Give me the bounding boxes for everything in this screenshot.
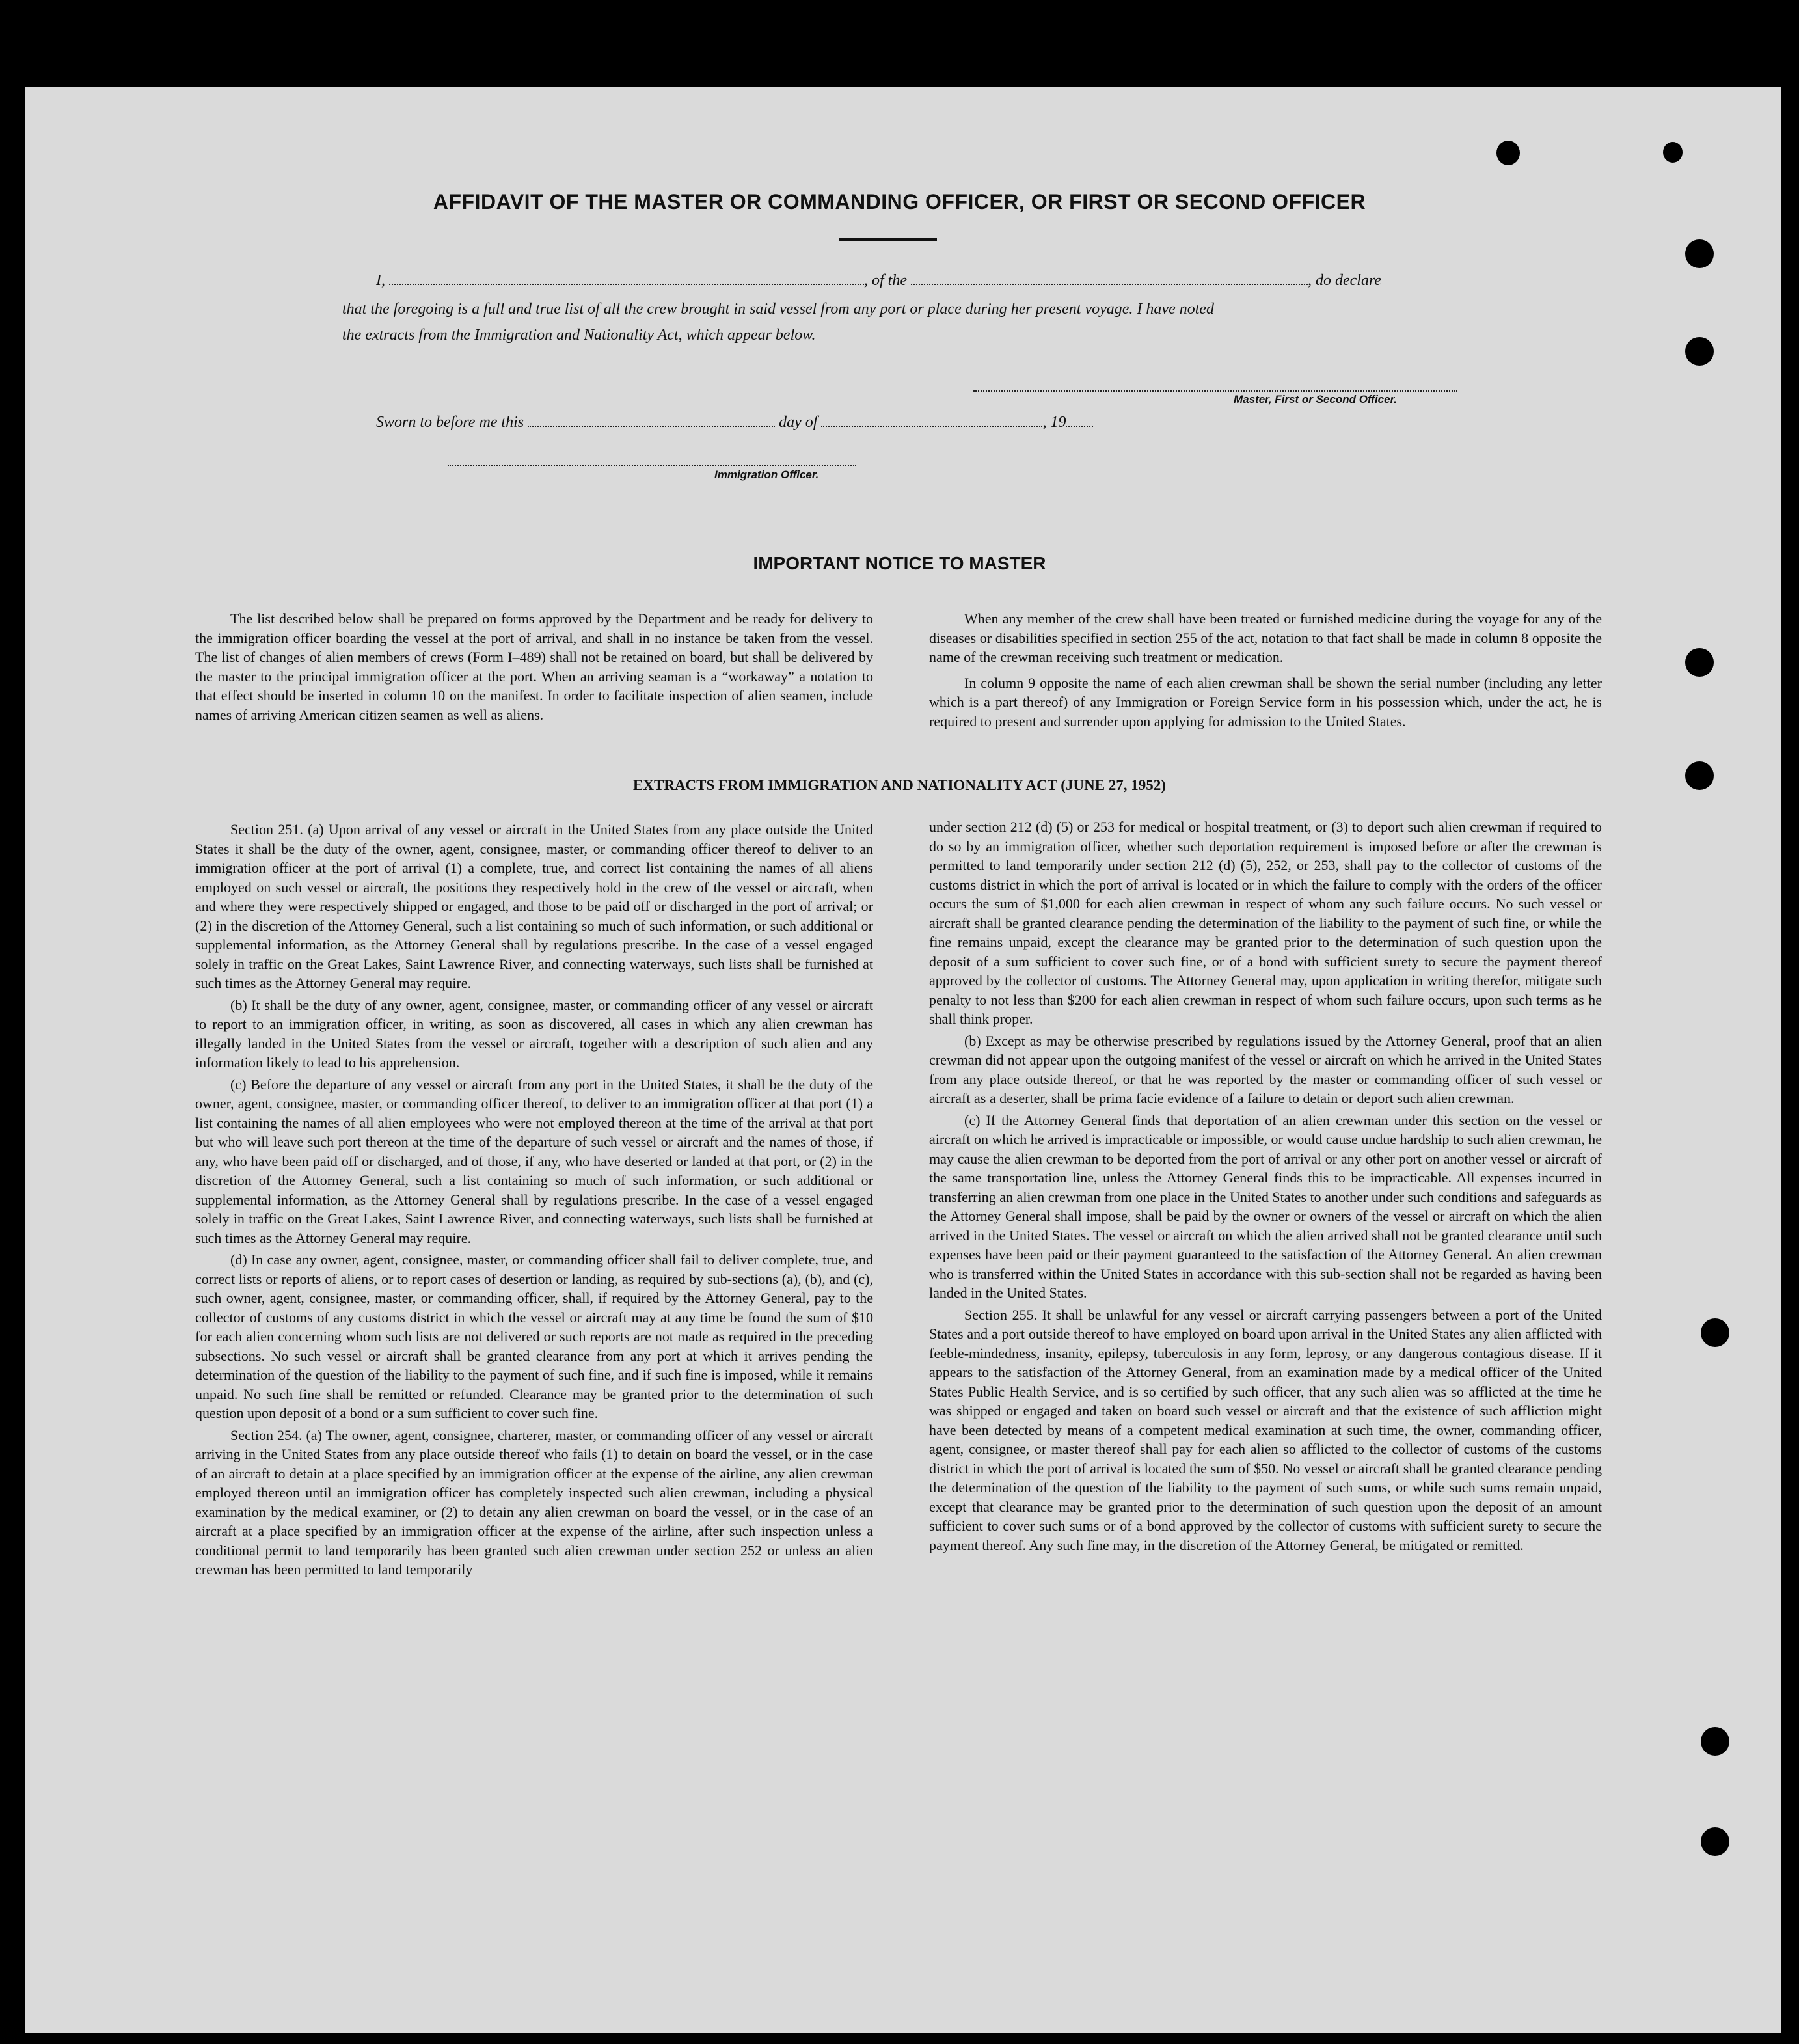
affidavit-title: AFFIDAVIT OF THE MASTER OR COMMANDING OFFICER, OR FIRST OR SECOND OFFICER: [433, 190, 1366, 213]
section-paragraph: (b) Except as may be otherwise prescribed by regulations issued by the Attorney General, proof that an alien crewman did not appear upon the outgoing manifest of the vessel or aircraft on which he arrived in the United States from any place outside thereof, or that he was reported by the master or commanding officer of such vessel or aircraft as a deserter, shall be prima facie evidence of a failure to detain or deport such alien crewman.: [929, 1032, 1602, 1106]
section-paragraph: (b) It shall be the duty of any owner, agent, consignee, master, or commanding officer of any vessel or aircraft to report to an immigration officer, in writing, as soon as discovered, all cases in which any alien crewman has illegally landed in the United States from the vessel or aircraft, together with a description of such alien and any information likely to lead to his apprehension.: [195, 996, 873, 1070]
sworn-year-field[interactable]: [1066, 424, 1093, 427]
title-rule: [839, 238, 937, 241]
section-paragraph: (d) In case any owner, agent, consignee, master, or commanding officer shall fail to deliver complete, true, and correct lists or reports of aliens, or to report cases of desertion or landing, as required by sub-sections (a), (b), and (c), such owner, agent, consignee, master, or commanding officer, shall, if required by the Attorney General, pay to the collector of customs of any customs district in which the vessel or aircraft may at any time be found the sum of $10 for each alien concerning whom such lists are not delivered or such reports are not made as required in the preceding subsections. No such vessel or aircraft shall be granted clearance from any port at which it arrives pending the determination of the question of the liability to the payment of such fine, and if such fine is imposed, while it remains unpaid. No such fine shall be remitted or refunded. Clearance may be granted prior to the determination of such question upon deposit of a bond or a sum sufficient to cover such fine.: [195, 1251, 873, 1421]
vessel-name-field[interactable]: [911, 282, 1308, 285]
year-label: , 19: [1042, 414, 1066, 431]
extracts-right-column: [929, 817, 1602, 1555]
notice-paragraph: When any member of the crew shall have been treated or furnished medicine during the voyage for any of the diseases or disabilities specified in section 255 of the act, notation to that fact shall be made in column 8 opposite the name of the crewman receiving such treatment or medication.: [929, 610, 1602, 665]
affidavit-line-1: [376, 272, 1450, 290]
sworn-day-field[interactable]: [528, 424, 775, 427]
immigration-officer-label: Immigration Officer.: [714, 469, 819, 481]
punch-hole: [1701, 1727, 1729, 1756]
notice-left-column: [195, 609, 873, 724]
section-paragraph: (c) If the Attorney General finds that deportation of an alien crewman under this section on the vessel or aircraft on which he arrived is impracticable or impossible, or would cause undue hardship to such alien crewman, he may cause the alien crewman to be deported from the port of arrival or any other port on another vessel or aircraft of the same transportation line, unless the Attorney General finds this to be impracticable. All expenses incurred in transferring an alien crewman from one place in the United States to another under such conditions and safeguards as the Attorney General shall impose, shall be paid by the owner or owners of the vessel or aircraft on which the alien arrived in the United States. The vessel or aircraft on which the alien arrived shall not be granted clearance until such expenses have been paid or their payment guaranteed to the satisfaction of the Attorney General. An alien crewman who is transferred within the United States in accordance with this sub-section shall not be regarded as having been landed in the United States.: [929, 1111, 1602, 1301]
notice-title: IMPORTANT NOTICE TO MASTER: [753, 553, 1046, 573]
notice-paragraph: The list described below shall be prepared on forms approved by the Department and be ready for delivery to the immigration officer boarding the vessel at the port of arrival, and shall in no instance be taken from the vessel. The list of changes of alien members of crews (Form I–489) shall not be retained on board, but shall be delivered by the master to the principal immigration officer at the port. When an arriving seaman is a “workaway” a notation to that effect should be inserted in column 10 on the manifest. In order to facilitate inspection of alien seamen, include names of arriving American citizen seamen as well as aliens.: [195, 610, 873, 723]
section-paragraph: Section 255. It shall be unlawful for any vessel or aircraft carrying passengers between a port of the United States and a port outside thereof to have employed on board upon arrival in the United States any alien afflicted with feeble-mindedness, insanity, epilepsy, tuberculosis in any form, leprosy, or any dangerous contagious disease. If it appears to the satisfaction of the Attorney General, from an examination made by a medical officer of the United States Public Health Service, and is so certified by such officer, that any such alien was so afflicted at the time he was shipped or engaged and taken on board such vessel or aircraft and that the existence of such affliction might have been detected by means of a competent medical examination at such time, the owner, commanding officer, agent, consignee, or master thereof shall pay for each alien so afflicted to the collector of customs of the customs district in which the port of arrival is located the sum of $50. No vessel or aircraft shall be granted clearance pending the determination of the question of the liability to the payment of such sums, or while such sums remain unpaid, except that clearance may be granted prior to the determination of such question upon the deposit of an amount sufficient to cover such sums or of a bond approved by the collector of customs with sufficient surety to secure the payment thereof. Any such fine may, in the discretion of the Attorney General, be mitigated or remitted.: [929, 1306, 1602, 1553]
punch-hole: [1685, 337, 1714, 366]
master-signature-field[interactable]: [973, 389, 1457, 392]
notice-right-column: [929, 609, 1602, 731]
section-paragraph: Section 251. (a) Upon arrival of any vessel or aircraft in the United States from any place outside the United States it shall be the duty of the owner, agent, consignee, master, or commanding officer thereof to deliver to an immigration officer at the port of arrival (1) a complete, true, and correct list containing the names of all aliens employed on such vessel or aircraft, the positions they respectively hold in the crew of the vessel or aircraft, when and where they were respectively shipped or engaged, and those to be paid off or discharged in the port of arrival; or (2) in the discretion of the Attorney General, such a list containing so much of such information, or such additional or supplemental information, as the Attorney General shall by regulations prescribe. In the case of a vessel engaged solely in traffic on the Great Lakes, Saint Lawrence River, and connecting waterways, such lists shall be furnished at such times as the Attorney General may require.: [195, 821, 873, 991]
affidavit-of-the-label: , of the: [864, 272, 907, 289]
punch-hole: [1701, 1318, 1729, 1347]
extracts-left-column: [195, 820, 873, 1579]
immigration-officer-signature-field[interactable]: [448, 463, 856, 466]
punch-hole: [1685, 239, 1714, 268]
master-signature-label: Master, First or Second Officer.: [1234, 393, 1397, 405]
punch-hole-top-left: [1496, 141, 1520, 165]
affidavit-declare-label: , do declare: [1308, 272, 1382, 289]
notice-paragraph: In column 9 opposite the name of each alien crewman shall be shown the serial number (including any letter which is a part thereof) of any Immigration or Foreign Service form in his possession which, under the act, he is required to present and surrender upon applying for admission to the United States.: [929, 674, 1602, 729]
officer-name-field[interactable]: [389, 282, 864, 285]
punch-hole: [1701, 1827, 1729, 1856]
section-paragraph: Section 254. (a) The owner, agent, consignee, charterer, master, or commanding officer of any vessel or aircraft arriving in the United States from any place outside thereof who fails (1) to detain on board the vessel, or in the case of an aircraft to detain at a place specified by an immigration officer at the expense of the airline, any alien crewman employed thereon until an immigration officer has completely inspected such alien crewman, including a physical examination by the medical examiner, or (2) to detain any alien crewman on board the vessel, or in the case of an aircraft at a place specified by an immigration officer at the expense of the airline, after such inspection unless a conditional permit to land temporarily has been granted such alien crewman under section 252 or unless an alien crewman has been permitted to land temporarily: [195, 1426, 873, 1577]
extracts-title: EXTRACTS FROM IMMIGRATION AND NATIONALITY ACT (JUNE 27, 1952): [633, 777, 1166, 793]
sworn-month-field[interactable]: [821, 424, 1042, 427]
section-paragraph: under section 212 (d) (5) or 253 for medical or hospital treatment, or (3) to deport such alien crewman if required to do so by an immigration officer, whether such deportation requirement is imposed before or after the crewman is permitted to land temporarily under section 212 (d) (5), 252, or 253, shall pay to the collector of customs of the customs district in which the port of arrival is located or in which the failure to comply with the orders of the officer occurs the sum of $1,000 for each alien crewman in respect of whom any such failure occurs. No such vessel or aircraft shall be granted clearance pending the determination of the liability to the payment of such fine, or while the fine remains unpaid, except the clearance may be granted prior to the determination of such question upon the deposit of a sum sufficient to cover such fine, or of a bond with sufficient surety to secure the payment thereof approved by the collector of customs. The Attorney General may, upon application in writing therefor, mitigate such penalty to not less than $200 for each alien crewman in respect of whom such failure occurs, upon such terms as he shall think proper.: [929, 819, 1602, 1027]
punch-hole-top-right: [1663, 142, 1683, 163]
affidavit-i-label: I,: [376, 272, 385, 289]
sworn-label: Sworn to before me this: [376, 414, 524, 431]
affidavit-line-2: that the foregoing is a full and true list of all the crew brought in said vessel from any port or place during her present voyage. I have noted: [342, 301, 1215, 318]
affidavit-line-3: the extracts from the Immigration and Nationality Act, which appear below.: [342, 327, 816, 344]
sworn-line: [376, 414, 1189, 431]
punch-hole: [1685, 648, 1714, 677]
day-of-label: day of: [779, 414, 818, 431]
section-paragraph: (c) Before the departure of any vessel or aircraft from any port in the United States, it shall be the duty of the owner, agent, consignee, master, or commanding officer thereof, to deliver to an immigration officer at that port (1) a list containing the names of all alien employees who were not employed thereon at the time of the arrival at that port but who will leave such port thereon at the time of the departure of such vessel or aircraft and the names of those, if any, who have been paid off or discharged, and of those, if any, who have deserted or landed at that port, or (2) in the discretion of the Attorney General, such a list containing so much of such information, or such additional or supplemental information, as the Attorney General shall by regulations prescribe. In the case of a vessel engaged solely in traffic on the Great Lakes, Saint Lawrence River, and connecting waterways, such lists shall be furnished at such times as the Attorney General may require.: [195, 1076, 873, 1246]
